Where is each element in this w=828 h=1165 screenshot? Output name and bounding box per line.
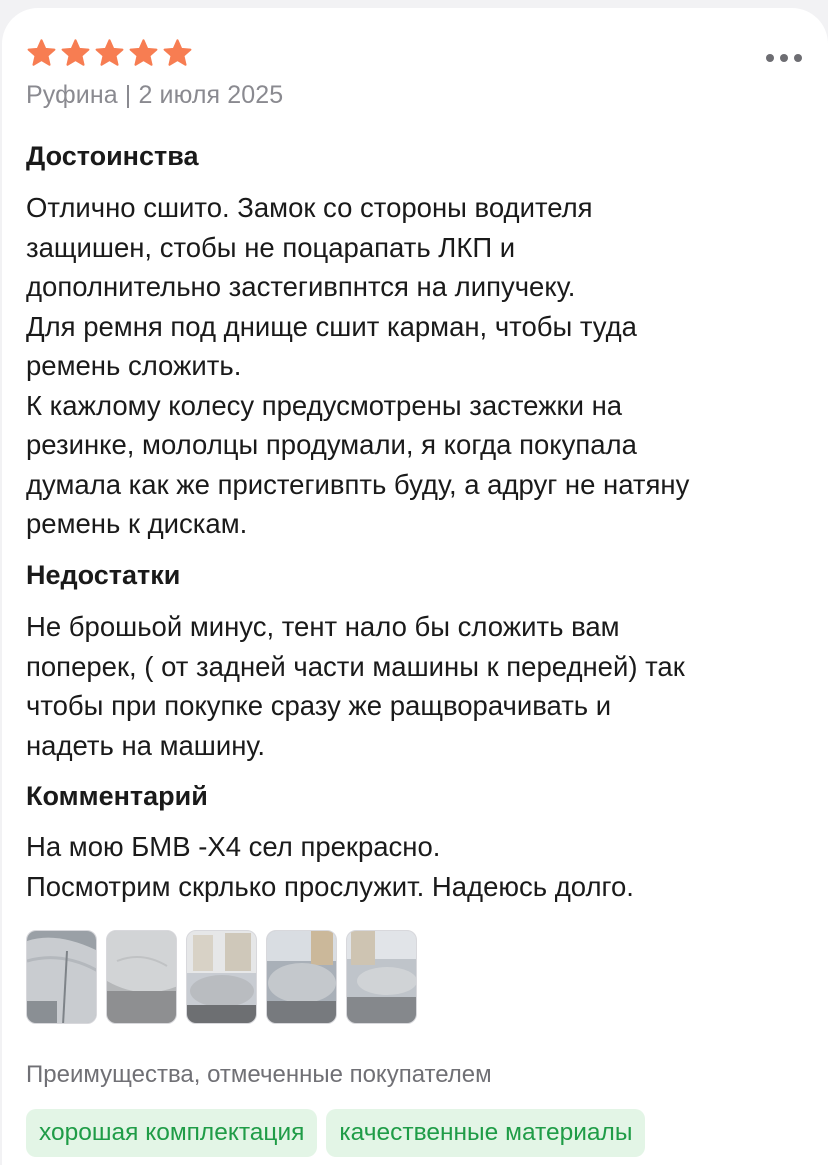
author-name: Руфина (26, 81, 118, 109)
advantage-tag[interactable]: качественные материалы (326, 1109, 645, 1157)
star-icon (26, 38, 57, 69)
advantage-tag[interactable]: хорошая комплектация (26, 1109, 317, 1157)
advantages-title: Преимущества, отмеченные покупателем (26, 1061, 492, 1088)
comment-title: Комментарий (26, 781, 208, 811)
review-photos (26, 930, 417, 1024)
comment-text: На мою БМВ -Х4 сел прекрасно. Посмотрим скрлько прослужит. Надеюсь долго. (26, 831, 634, 902)
review-date: 2 июля 2025 (138, 81, 284, 109)
star-icon (128, 38, 159, 69)
review-photo-3[interactable] (186, 930, 257, 1024)
rating-stars (26, 38, 193, 69)
meta-separator: | (124, 81, 132, 109)
more-dots-icon[interactable] (766, 48, 802, 68)
dot (780, 54, 788, 62)
review-photo-1[interactable] (26, 930, 97, 1024)
review-photo-2[interactable] (106, 930, 177, 1024)
review-card (2, 8, 828, 1165)
pros-text: Отлично сшито. Замок со стороны водителя защишен, стобы не поцарапать ЛКП и дополнительно застегивпнтся на липучеку. Для ремня под днище сшит карман, чтобы туда ремень сложить. К кажлому колесу предусмотрены застежки на резинке, мололцы продумали, я когда покупала думала как же пристегивпть буду, а адруг не натяну ремень к дискам. (26, 192, 690, 539)
star-icon (60, 38, 91, 69)
dot (794, 54, 802, 62)
star-icon (94, 38, 125, 69)
dot (766, 54, 774, 62)
review-photo-5[interactable] (346, 930, 417, 1024)
advantages-tags (26, 1109, 645, 1157)
pros-title: Достоинства (26, 141, 199, 171)
review-meta (26, 81, 283, 110)
cons-title: Недостатки (26, 560, 181, 590)
star-icon (162, 38, 193, 69)
review-photo-4[interactable] (266, 930, 337, 1024)
cons-text: Не брошьой минус, тент нало бы сложить вам поперек, ( от задней части машины к передней) так чтобы при покупке сразу же ращворачивать и надеть на машину. (26, 611, 685, 761)
